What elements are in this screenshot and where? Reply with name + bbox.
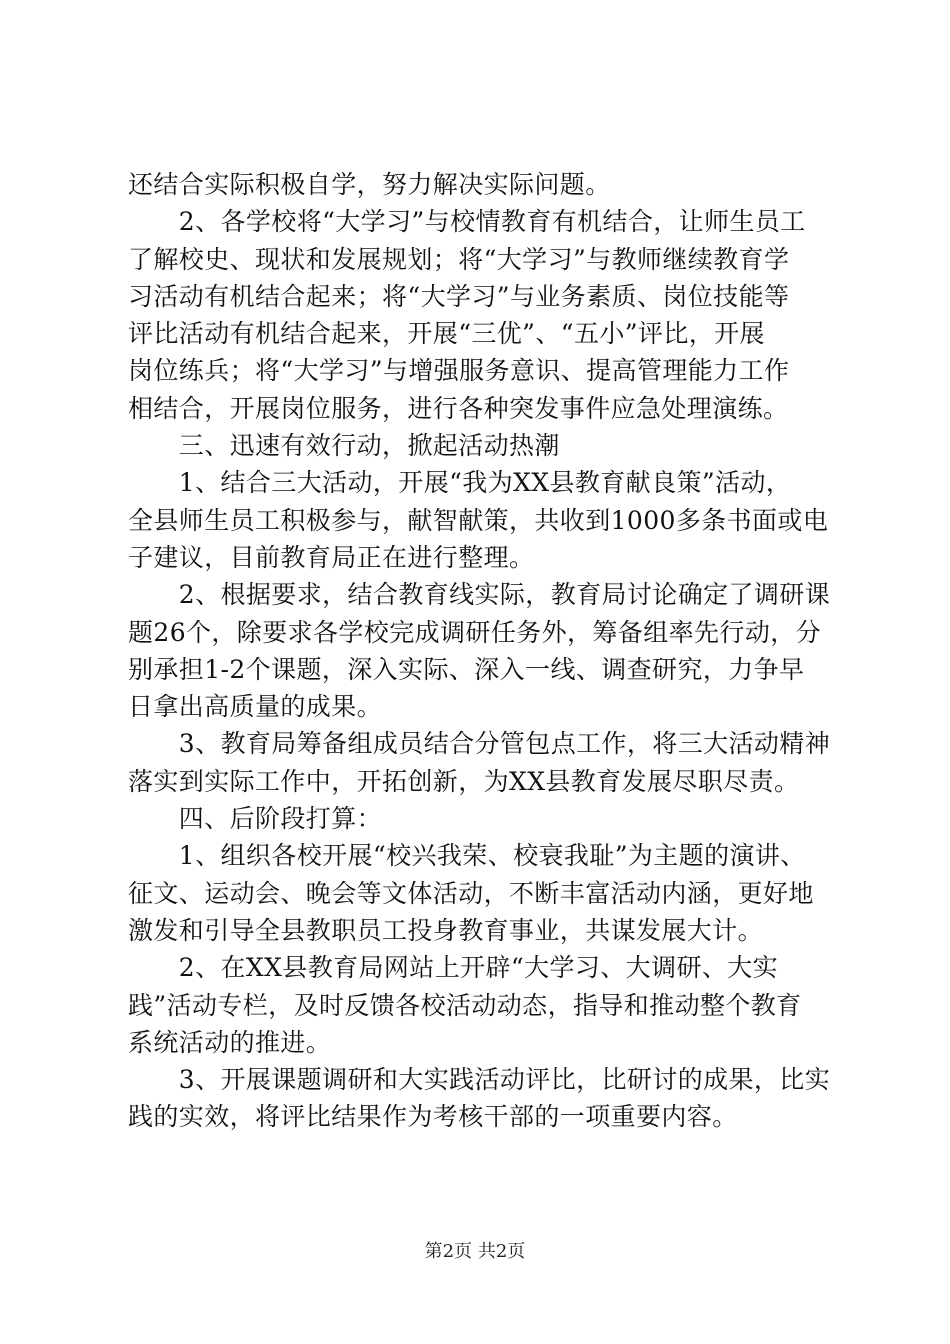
text-line: 评比活动有机结合起来，开展“三优”、“五小”评比，开展 [128, 319, 765, 349]
text-line: 3、开展课题调研和大实践活动评比，比研讨的成果，比实 [128, 1065, 831, 1095]
text-line: 了解校史、现状和发展规划；将“大学习”与教师继续教育学 [128, 244, 790, 274]
text-line: 题26个，除要求各学校完成调研任务外，筹备组率先行动，分 [128, 617, 822, 647]
text-line: 岗位练兵；将“大学习”与增强服务意识、提高管理能力工作 [128, 356, 790, 386]
text-line: 3、教育局筹备组成员结合分管包点工作，将三大活动精神 [128, 729, 831, 759]
text-line: 践”活动专栏，及时反馈各校活动动态，指导和推动整个教育 [128, 990, 802, 1020]
section-heading: 三、迅速有效行动，掀起活动热潮 [128, 431, 560, 461]
page-footer [0, 1240, 950, 1264]
text-line: 2、根据要求，结合教育线实际，教育局讨论确定了调研课 [128, 580, 831, 610]
text-line: 激发和引导全县教职员工投身教育事业，共谋发展大计。 [128, 915, 764, 945]
text-line: 征文、运动会、晚会等文体活动，不断丰富活动内涵，更好地 [128, 878, 814, 908]
text-line: 1、结合三大活动，开展“我为XX县教育献良策”活动， [128, 468, 792, 498]
text-line: 相结合，开展岗位服务，进行各种突发事件应急处理演练。 [128, 393, 789, 423]
text-line: 还结合实际积极自学，努力解决实际问题。 [128, 170, 611, 199]
text-line: 2、各学校将“大学习”与校情教育有机结合，让师生员工 [128, 207, 806, 237]
text-line: 全县师生员工积极参与，献智献策，共收到1000多条书面或电 [128, 505, 829, 535]
page-number-label: 第2页 共2页 [424, 1241, 526, 1262]
text-line: 2、在XX县教育局网站上开辟“大学习、大调研、大实 [128, 953, 779, 983]
text-line: 子建议，目前教育局正在进行整理。 [128, 542, 535, 572]
document-body [128, 166, 831, 1136]
text-line: 1、组织各校开展“校兴我荣、校衰我耻”为主题的演讲、 [128, 841, 806, 871]
text-line: 系统活动的推进。 [128, 1027, 332, 1057]
text-line: 践的实效，将评比结果作为考核干部的一项重要内容。 [128, 1102, 738, 1132]
text-line: 日拿出高质量的成果。 [128, 692, 383, 722]
text-line: 落实到实际工作中，开拓创新，为XX县教育发展尽职尽责。 [128, 766, 800, 796]
text-line: 别承担1-2个课题，深入实际、深入一线、调查研究，力争早 [128, 654, 805, 684]
section-heading: 四、后阶段打算： [128, 804, 383, 834]
text-line: 习活动有机结合起来；将“大学习”与业务素质、岗位技能等 [128, 281, 790, 311]
